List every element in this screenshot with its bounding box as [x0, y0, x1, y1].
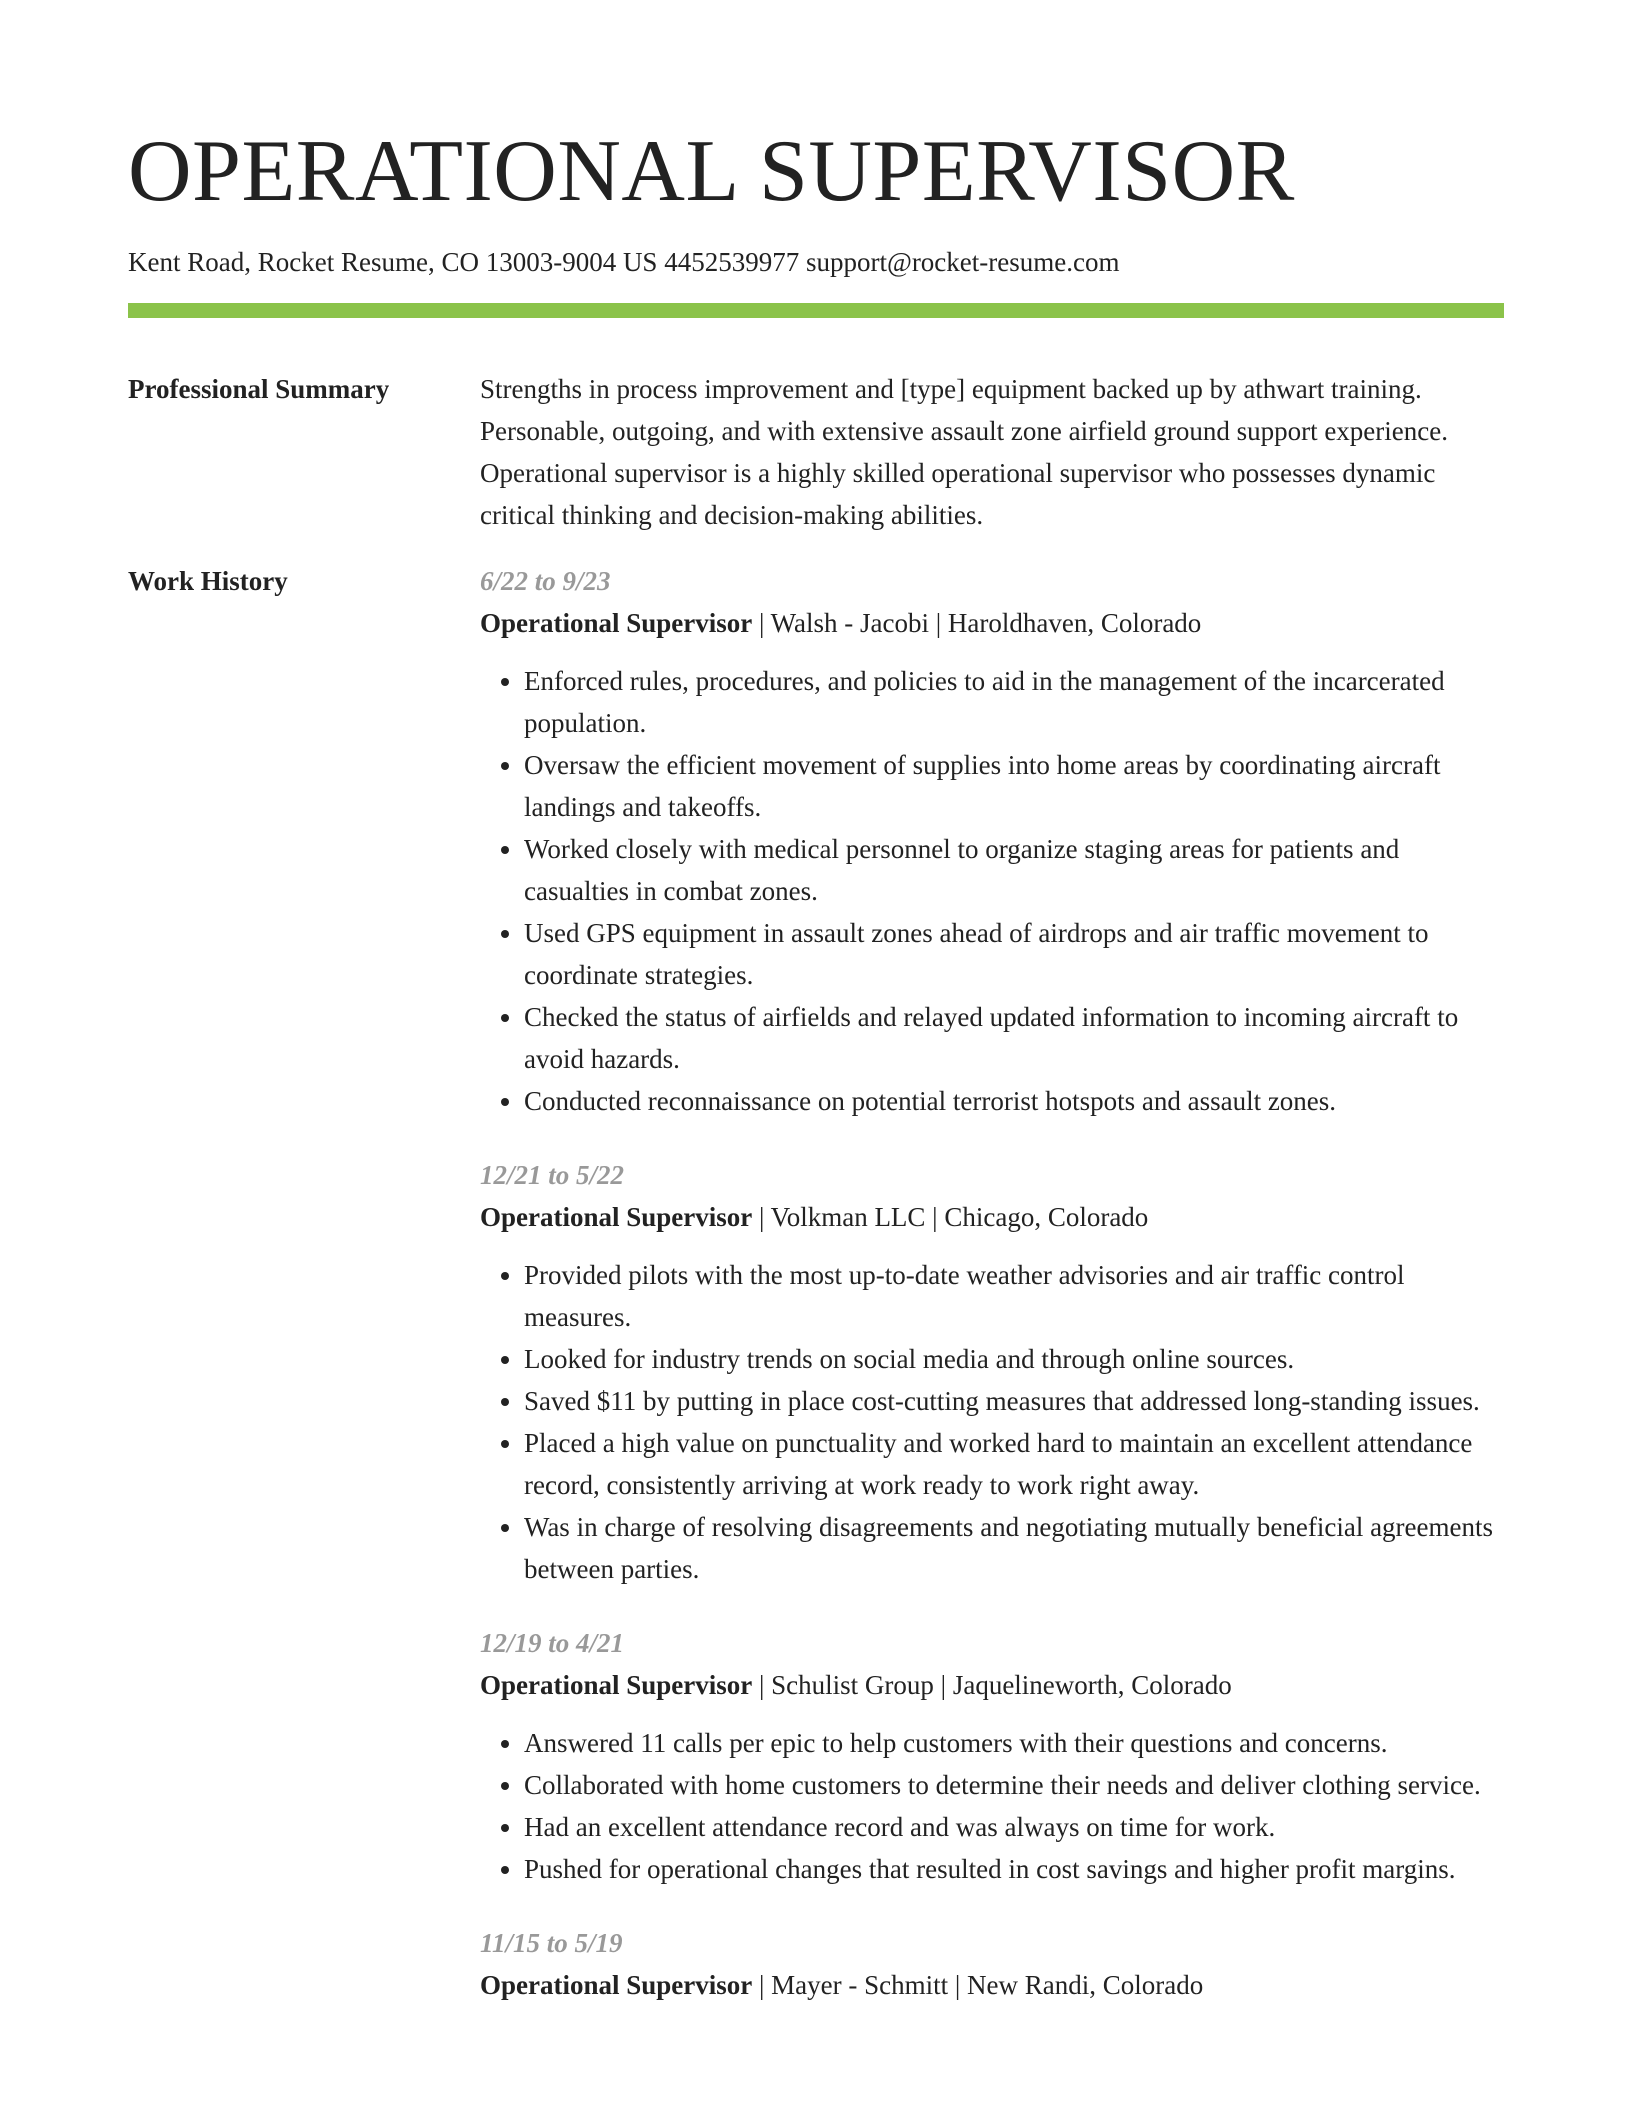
job-entry — [480, 1922, 1504, 2006]
summary-body — [480, 368, 1504, 536]
job-entry — [480, 1622, 1504, 1890]
job-dates: 12/21 to 5/22 — [480, 1160, 625, 1190]
summary-text: Strengths in process improvement and [type] equipment backed up by athwart training. Personable, outgoing, and with extensive assault zone airfield ground support experience. Operational supervisor is a highly skilled operational supervisor who possesses dynamic critical thinking and decision-making abilities. — [480, 374, 1448, 530]
job-title: Operational Supervisor — [480, 1202, 753, 1232]
job-bullet: • Oversaw the efficient movement of supplies into home areas by coordinating aircraft landings and takeoffs. — [524, 744, 1504, 828]
resume-name: OPERATIONAL SUPERVISOR — [128, 123, 1295, 220]
work-history-section — [128, 560, 1504, 2038]
job-bullet: • Answered 11 calls per epic to help customers with their questions and concerns. — [524, 1722, 1504, 1764]
job-employer-location: | Walsh - Jacobi | Haroldhaven, Colorado — [752, 608, 1202, 638]
job-title: Operational Supervisor — [480, 1970, 753, 2000]
job-title-line — [480, 1964, 1504, 2006]
job-title: Operational Supervisor — [480, 1670, 753, 1700]
summary-section — [128, 368, 1504, 536]
summary-label: Professional Summary — [128, 374, 390, 404]
job-bullet: • Collaborated with home customers to determine their needs and deliver clothing service. — [524, 1764, 1504, 1806]
job-bullet: • Checked the status of airfields and relayed updated information to incoming aircraft to avoid hazards. — [524, 996, 1504, 1080]
job-title: Operational Supervisor — [480, 608, 753, 638]
job-title-line — [480, 1664, 1504, 1706]
job-bullet: • Placed a high value on punctuality and worked hard to maintain an excellent attendance record, consistently arriving at work ready to work right away. — [524, 1422, 1504, 1506]
job-bullet: • Pushed for operational changes that resulted in cost savings and higher profit margins. — [524, 1848, 1504, 1890]
job-bullet: • Conducted reconnaissance on potential terrorist hotspots and assault zones. — [524, 1080, 1504, 1122]
header-divider — [128, 303, 1504, 318]
job-bullet: • Had an excellent attendance record and was always on time for work. — [524, 1806, 1504, 1848]
work-history-label: Work History — [128, 566, 288, 596]
job-bullet: • Was in charge of resolving disagreements and negotiating mutually beneficial agreements between parties. — [524, 1506, 1504, 1590]
job-bullet: • Saved $11 by putting in place cost-cutting measures that addressed long-standing issues. — [524, 1380, 1504, 1422]
job-bullet-list — [480, 1254, 1504, 1590]
job-bullet: • Enforced rules, procedures, and policies to aid in the management of the incarcerated population. — [524, 660, 1504, 744]
job-title-line — [480, 1196, 1504, 1238]
job-dates: 12/19 to 4/21 — [480, 1628, 625, 1658]
job-bullet: • Worked closely with medical personnel to organize staging areas for patients and casualties in combat zones. — [524, 828, 1504, 912]
job-bullet: • Provided pilots with the most up-to-date weather advisories and air traffic control measures. — [524, 1254, 1504, 1338]
job-title-line — [480, 602, 1504, 644]
resume-page — [128, 0, 1504, 2038]
job-employer-location: | Volkman LLC | Chicago, Colorado — [752, 1202, 1149, 1232]
job-bullet-list — [480, 1722, 1504, 1890]
job-dates: 6/22 to 9/23 — [480, 566, 611, 596]
job-employer-location: | Schulist Group | Jaquelineworth, Colorado — [752, 1670, 1232, 1700]
job-bullet-list — [480, 660, 1504, 1122]
job-dates: 11/15 to 5/19 — [480, 1928, 623, 1958]
contact-line: Kent Road, Rocket Resume, CO 13003-9004 US 4452539977 support@rocket-resume.com — [128, 247, 1120, 277]
job-bullet: • Used GPS equipment in assault zones ahead of airdrops and air traffic movement to coordinate strategies. — [524, 912, 1504, 996]
work-history-body — [480, 560, 1504, 2038]
job-employer-location: | Mayer - Schmitt | New Randi, Colorado — [752, 1970, 1204, 2000]
job-entry — [480, 1154, 1504, 1590]
job-entry — [480, 560, 1504, 1122]
job-bullet: • Looked for industry trends on social media and through online sources. — [524, 1338, 1504, 1380]
